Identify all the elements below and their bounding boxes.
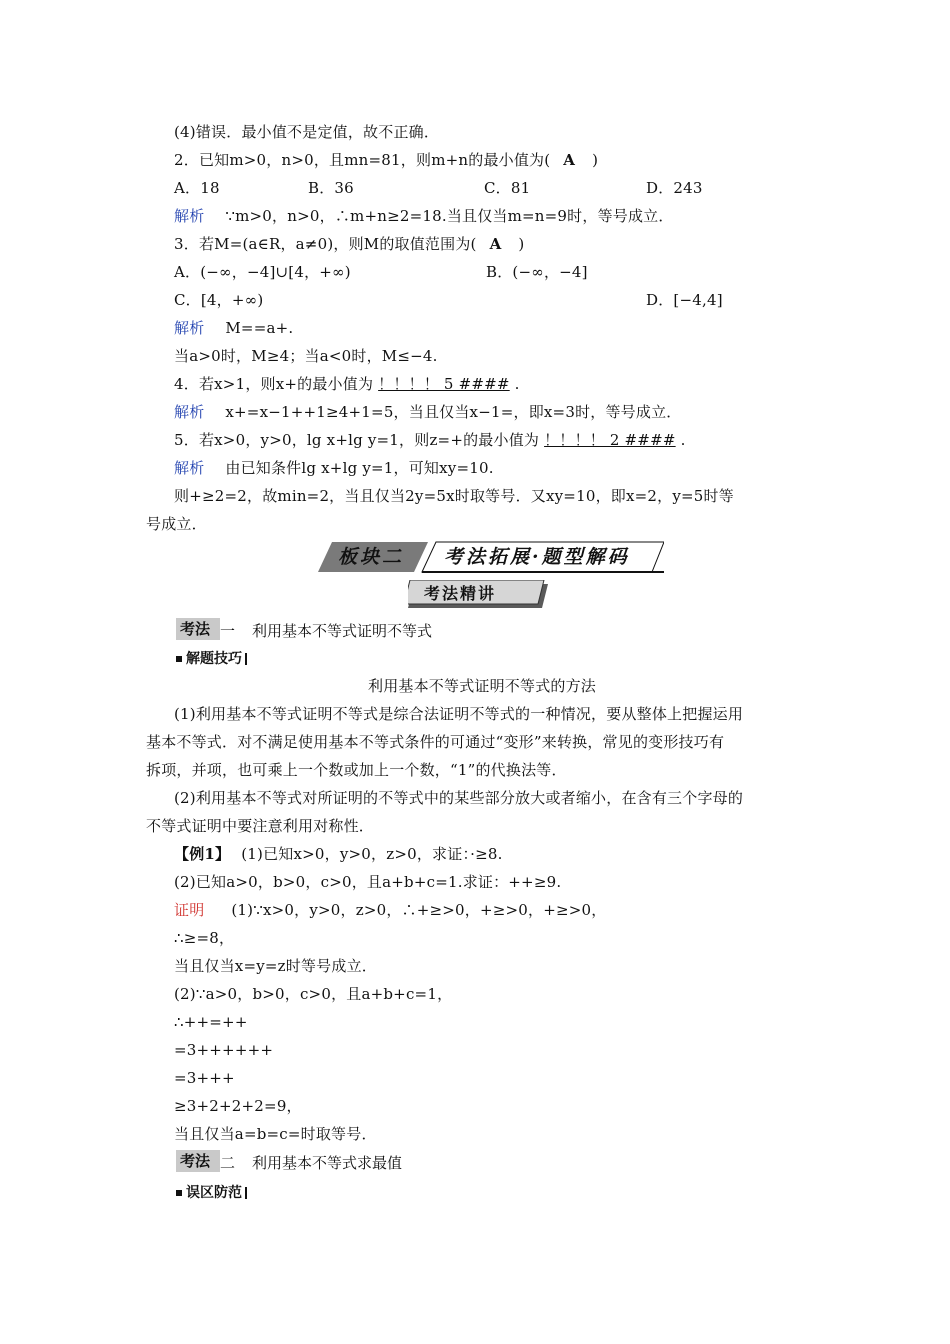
text-line: (4)错误．最小值不是定值，故不正确． xyxy=(174,123,440,141)
proof-line: =3+++ xyxy=(174,1069,235,1087)
proof-line: ≥3+2+2+2=9， xyxy=(174,1097,302,1115)
solution-label: 解析 xyxy=(174,403,205,421)
proof-line: (2)∵a>0，b>0，c>0，且a+b+c=1， xyxy=(174,985,453,1003)
banner-right-text: 考法拓展·题型解码 xyxy=(444,546,630,568)
question-5 xyxy=(174,430,686,450)
question-text: 5．若x>0，y>0，lg x+lg y=1，则z=+的最小值为 xyxy=(174,431,540,449)
solution-text: M==a+. xyxy=(225,319,294,337)
example-line: (2)已知a>0，b>0，c>0，且a+b+c=1.求证：++≥9. xyxy=(174,873,562,891)
solution-line xyxy=(174,402,681,422)
bar-icon xyxy=(245,653,247,665)
method-tag xyxy=(176,1150,476,1172)
square-bullet-icon xyxy=(176,656,182,662)
text-line: 当a>0时，M≥4；当a<0时，M≤−4. xyxy=(174,347,438,365)
answer-choice: A xyxy=(489,235,502,253)
option-c: C．[4，+∞) xyxy=(174,291,264,309)
skill-label xyxy=(176,1184,247,1202)
method-tag xyxy=(176,618,476,640)
paragraph-line: 基本不等式．对不满足使用基本不等式条件的可通过“变形”来转换，常见的变形技巧有 xyxy=(146,733,725,751)
period: . xyxy=(514,375,520,393)
paragraph-line: (1)利用基本不等式证明不等式是综合法证明不等式的一种情况，要从整体上把握运用 xyxy=(174,705,744,723)
option-d: D．[−4,4] xyxy=(646,291,723,309)
proof-text: (1)∵x>0，y>0，z>0，∴+≥>0，+≥>0，+≥>0， xyxy=(231,901,607,919)
sub-banner xyxy=(408,580,548,608)
option-b: B．36 xyxy=(308,179,354,197)
text-line: 则+≥2=2，故min=2，当且仅当2y=5x时取等号．又xy=10，即x=2，y=5时等 xyxy=(174,487,734,505)
proof-line: 当且仅当x=y=z时等号成立． xyxy=(174,957,377,975)
proof-label: 证明 xyxy=(174,901,205,919)
option-d: D．243 xyxy=(646,179,703,197)
solution-text: ∵m>0，n>0，∴m+n≥2=18.当且仅当m=n=9时，等号成立． xyxy=(225,207,674,225)
skill-text: 解题技巧 xyxy=(186,651,242,667)
proof-line: =3++++++ xyxy=(174,1041,274,1059)
section-banner xyxy=(318,540,664,574)
proof-line: ∴++=++ xyxy=(174,1013,248,1031)
example-text: (1)已知x>0，y>0，z>0，求证：·≥8. xyxy=(241,845,503,863)
answer-choice: A xyxy=(563,151,576,169)
paren-close: ) xyxy=(592,151,599,169)
solution-line xyxy=(174,318,293,338)
question-text: 3．若M=(a∈R，a≠0)，则M的取值范围为( xyxy=(174,235,477,253)
solution-line xyxy=(174,206,674,226)
bar-icon xyxy=(245,1187,247,1199)
paragraph-line: 不等式证明中要注意利用对称性． xyxy=(146,817,375,835)
text-line: 号成立． xyxy=(146,515,207,533)
question-2 xyxy=(174,150,598,170)
tag-label: 考法 xyxy=(180,1152,211,1170)
example-line xyxy=(174,844,503,864)
question-4 xyxy=(174,374,520,394)
method-title: 利用基本不等式求最值 xyxy=(252,1154,403,1172)
method-heading: 利用基本不等式证明不等式的方法 xyxy=(368,677,597,695)
tag-label: 考法 xyxy=(180,620,211,638)
question-text: 2．已知m>0，n>0，且mn=81，则m+n的最小值为( xyxy=(174,151,551,169)
solution-text: 由已知条件lg x+lg y=1，可知xy=10. xyxy=(225,459,494,477)
solution-line xyxy=(174,458,494,478)
question-text: 4．若x>1，则x+的最小值为 xyxy=(174,375,374,393)
proof-line xyxy=(174,900,606,920)
square-bullet-icon xyxy=(176,1190,182,1196)
banner-left-text: 板块二 xyxy=(338,546,405,568)
solution-label: 解析 xyxy=(174,459,205,477)
paragraph-line: (2)利用基本不等式对所证明的不等式中的某些部分放大或者缩小，在含有三个字母的 xyxy=(174,789,744,807)
paren-close: ) xyxy=(518,235,525,253)
answer-blank: ！！！！ 2 #### xyxy=(544,431,676,449)
option-c: C．81 xyxy=(484,179,531,197)
paragraph-line: 拆项，并项，也可乘上一个数或加上一个数，“1”的代换法等． xyxy=(146,761,567,779)
skill-label xyxy=(176,650,247,668)
solution-label: 解析 xyxy=(174,207,205,225)
solution-text: x+=x−1++1≥4+1=5，当且仅当x−1=，即x=3时，等号成立． xyxy=(225,403,682,421)
option-a: A．18 xyxy=(174,179,220,197)
skill-text: 误区防范 xyxy=(186,1185,242,1201)
method-title: 利用基本不等式证明不等式 xyxy=(252,622,433,640)
tag-number: 二 xyxy=(220,1154,236,1172)
tag-number: 一 xyxy=(220,622,236,640)
sub-banner-text: 考法精讲 xyxy=(424,584,497,603)
proof-line: ∴≥=8， xyxy=(174,929,235,947)
option-b: B．(−∞，−4] xyxy=(486,263,588,281)
example-tag: 【例1】 xyxy=(174,845,231,863)
question-3 xyxy=(174,234,524,254)
answer-blank: ！！！！ 5 #### xyxy=(378,375,510,393)
proof-line: 当且仅当a=b=c=时取等号． xyxy=(174,1125,377,1143)
solution-label: 解析 xyxy=(174,319,205,337)
period: . xyxy=(680,431,686,449)
option-a: A．(−∞，−4]∪[4，+∞) xyxy=(174,263,351,281)
